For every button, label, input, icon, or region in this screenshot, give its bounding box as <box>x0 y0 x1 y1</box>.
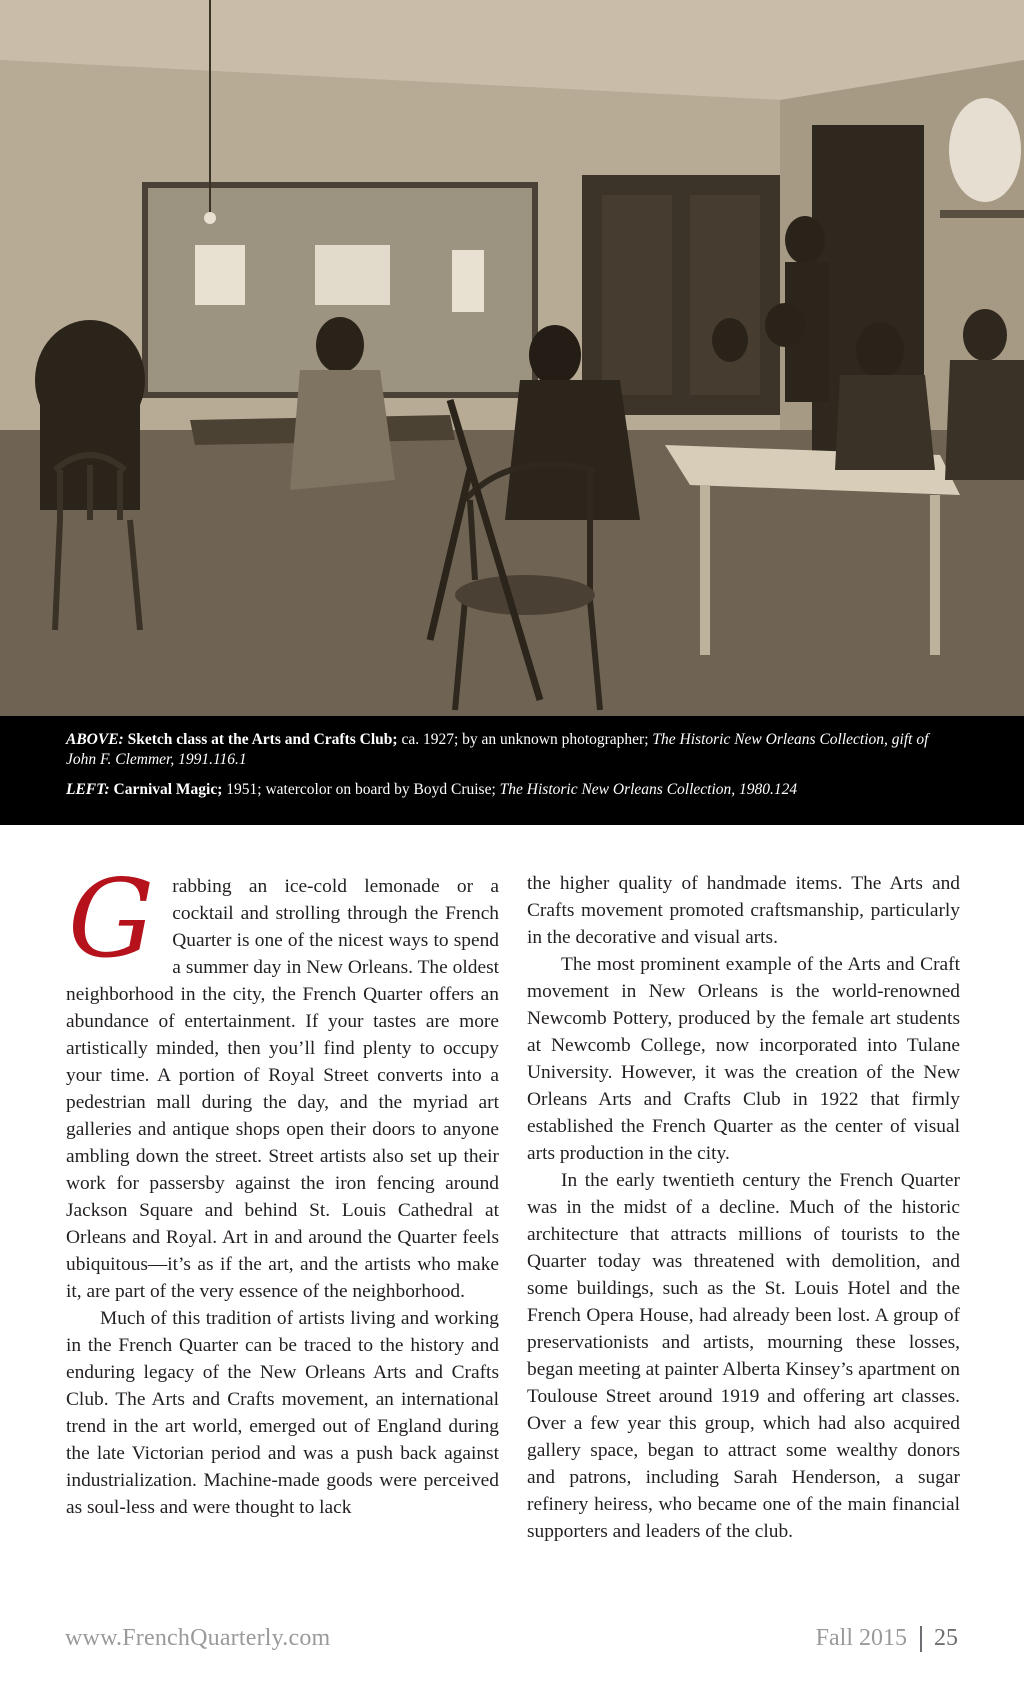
page-number: 25 <box>934 1625 958 1651</box>
caption-left-lead: LEFT: <box>66 781 110 798</box>
footer-issue: Fall 2015 <box>815 1625 907 1651</box>
sketch-class-photo <box>0 0 1024 716</box>
caption-above-text: ca. 1927; by an unknown photographer; <box>397 731 653 748</box>
drop-cap: G <box>68 857 155 982</box>
caption-left-text: 1951; watercolor on board by Boyd Cruise; <box>222 781 500 798</box>
caption-left-credit: The Historic New Orleans Collection, 1980.124 <box>499 781 798 798</box>
caption-left <box>66 780 960 800</box>
photo-caption <box>0 716 1024 825</box>
article-paragraph-2-continued: the higher quality of handmade items. The Arts and Crafts movement promoted craftsmanship, particularly in the decorative and visual arts. <box>527 873 960 948</box>
caption-above-credit: The Historic New Orleans Collection, gift of John F. Clemmer, 1991.116.1 <box>66 731 929 768</box>
paragraph-1-text: rabbing an ice-cold lemonade or a cocktail and strolling through the French Quarter is one of the nicest ways to spend a summer day in New Orleans. The oldest neighborhood in the city, the French Quarter offers an abundance of entertainment. If your tastes are more artistically minded, then you’ll find plenty to occupy your time. A portion of Royal Street converts into a pedestrian mall during the day, and the myriad art galleries and antique shops open their doors to anyone ambling down the street. Street artists also set up their work for passersby against the iron fencing around Jackson Square and behind St. Louis Cathedral at Orleans and Royal. Art in and around the Quarter feels ubiquitous—it’s as if the art, and the artists who make it, are part of the very essence of the neighborhood. <box>66 876 499 1302</box>
article-column-right <box>527 870 960 1545</box>
article-paragraph-3: The most prominent example of the Arts and Craft movement in New Orleans is the world-renowned Newcomb Pottery, produced by the female art students at Newcomb College, now incorporated into Tulane University. However, it was the creation of the New Orleans Arts and Crafts Club in 1922 that firmly established the French Quarter as the center of visual arts production in the city. <box>527 954 960 1164</box>
footer-folio <box>816 1625 958 1652</box>
caption-above-title: Sketch class at the Arts and Crafts Club; <box>127 731 398 748</box>
footer-website: www.FrenchQuarterly.com <box>65 1625 331 1651</box>
article-paragraph-1 <box>66 857 499 1305</box>
photo-illustration <box>0 0 1024 716</box>
caption-above <box>66 730 960 770</box>
footer-divider <box>920 1626 922 1652</box>
caption-left-title: Carnival Magic; <box>113 781 223 798</box>
caption-above-lead: ABOVE: <box>66 731 124 748</box>
article-column-left <box>66 857 499 1521</box>
article-paragraph-2: Much of this tradition of artists living and working in the French Quarter can be traced to the history and enduring legacy of the New Orleans Arts and Crafts Club. The Arts and Crafts movement, an international trend in the art world, emerged out of England during the late Victorian period and was a push back against industrialization. Machine-made goods were perceived as soul-less and were thought to lack <box>66 1308 499 1518</box>
article-paragraph-4: In the early twentieth century the French Quarter was in the midst of a decline. Much of the historic architecture that attracts millions of tourists to the Quarter today was threatened with demolition, and some buildings, such as the St. Louis Hotel and the French Opera House, had already been lost. A group of preservationists and artists, mourning these losses, began meeting at painter Alberta Kinsey’s apartment on Toulouse Street around 1919 and offering art classes. Over a few year this group, which had also acquired gallery space, began to attract some wealthy donors and patrons, including Sarah Henderson, a sugar refinery heiress, who became one of the main financial supporters and leaders of the club. <box>527 1170 960 1542</box>
